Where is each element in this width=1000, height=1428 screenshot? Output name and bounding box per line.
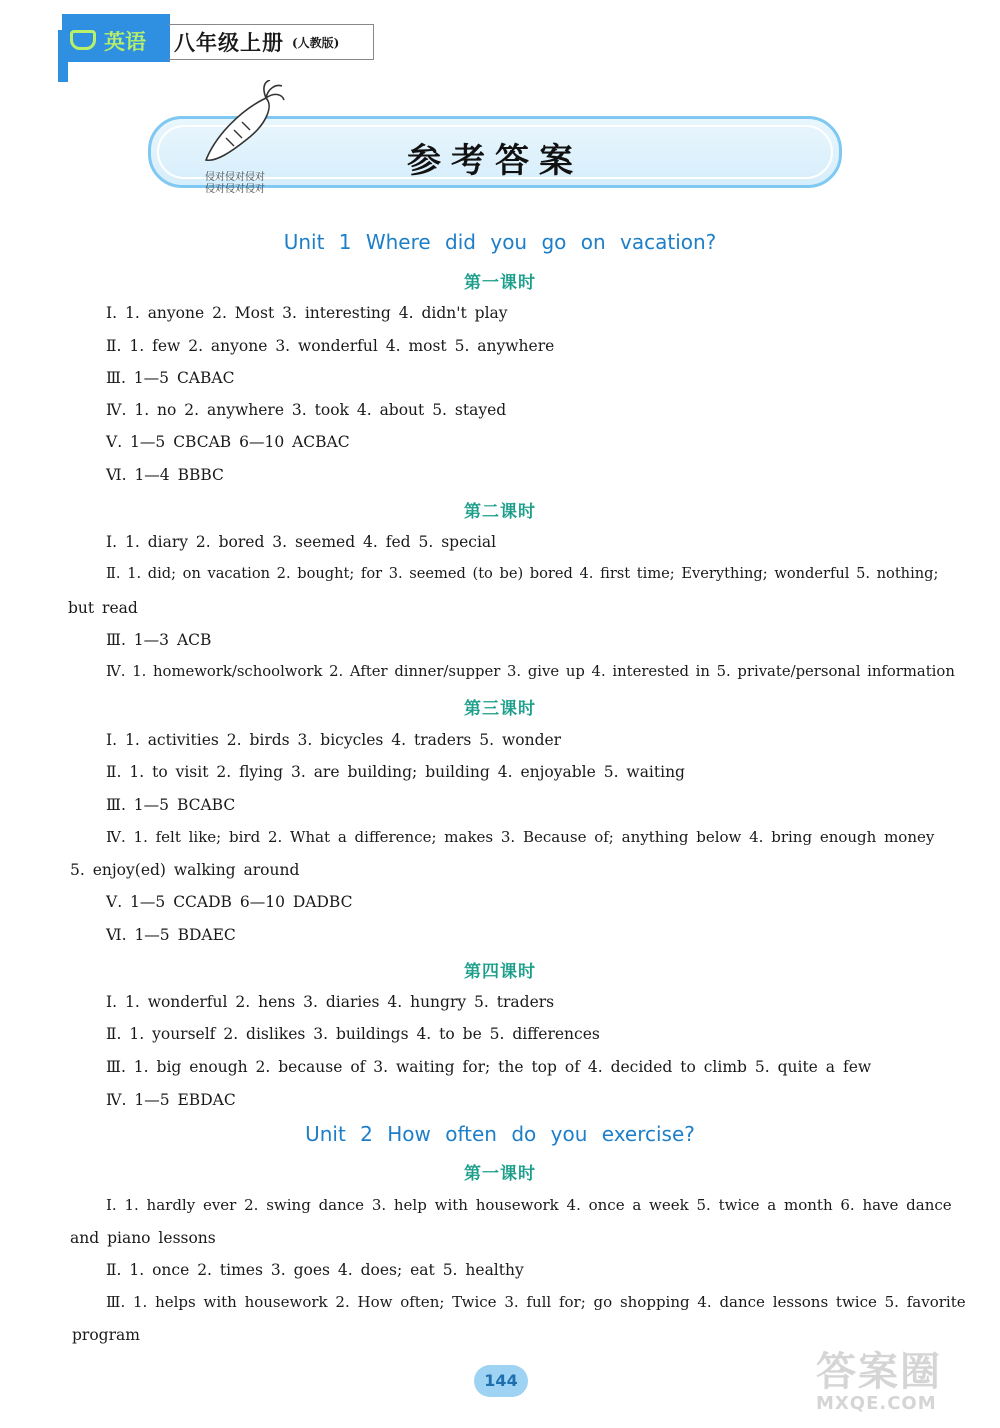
answer-line: Ⅰ. 1. activities 2. birds 3. bicycles 4. traders 5. wonder [106,731,562,749]
answer-line: Ⅱ. 1. yourself 2. dislikes 3. buildings 4. to be 5. differences [106,1025,600,1043]
header-grade-box [168,24,374,60]
header-subject: 英语 [104,30,146,54]
answer-line: Ⅰ. 1. anyone 2. Most 3. interesting 4. didn't play [106,304,508,322]
unit-heading: Unit 2 How often do you exercise? [305,1122,695,1146]
unit-heading: Unit 1 Where did you go on vacation? [283,230,717,254]
lesson-heading: 第三课时 [464,699,536,719]
answer-line: Ⅳ. 1—5 EBDAC [106,1091,236,1109]
doodle-caption-line: 侵对侵对侵对 [205,172,265,183]
header-edition: (人教版) [292,35,340,50]
answer-line: Ⅴ. 1—5 CBCAB 6—10 ACBAC [106,433,350,451]
answer-line: Ⅳ. 1. felt like; bird 2. What a difference; makes 3. Because of; anything below 4. bring enough money [106,828,935,846]
answer-line: Ⅰ. 1. diary 2. bored 3. seemed 4. fed 5. special [106,533,497,551]
answer-line: Ⅳ. 1. homework/schoolwork 2. After dinner/supper 3. give up 4. interested in 5. private/personal information [106,663,955,680]
answer-line: Ⅱ. 1. few 2. anyone 3. wonderful 4. most 5. anywhere [106,337,555,355]
carrot-doodle-icon [196,80,286,170]
doodle-caption [205,172,265,196]
answer-line: Ⅱ. 1. once 2. times 3. goes 4. does; eat 5. healthy [106,1261,524,1279]
page-number: 144 [474,1365,528,1397]
answer-line: but read [68,599,138,617]
answer-line: and piano lessons [70,1229,216,1247]
answer-line: Ⅲ. 1—3 ACB [106,631,212,649]
lesson-heading: 第一课时 [464,273,536,293]
lesson-heading: 第一课时 [464,1164,536,1184]
answer-line: Ⅲ. 1—5 CABAC [106,369,235,387]
answer-line: Ⅲ. 1. helps with housework 2. How often; Twice 3. full for; go shopping 4. dance lessons twice 5. favorite [106,1293,966,1311]
answer-line: 5. enjoy(ed) walking around [70,861,300,879]
doodle-caption-line: 侵对侵对侵对 [205,184,265,195]
answer-line: program [72,1326,140,1344]
lesson-heading: 第四课时 [464,962,536,982]
answer-line: Ⅳ. 1. no 2. anywhere 3. took 4. about 5. stayed [106,401,507,419]
answer-line: Ⅱ. 1. did; on vacation 2. bought; for 3. seemed (to be) bored 4. first time; Everything; wonderful 5. nothing; [106,565,939,582]
answer-line: Ⅲ. 1. big enough 2. because of 3. waiting for; the top of 4. decided to climb 5. quite a few [106,1058,872,1076]
watermark-site: MXQE.COM [816,1393,937,1414]
watermark-glyphs: 答案圈 [816,1349,942,1395]
answer-line: Ⅱ. 1. to visit 2. flying 3. are building; building 4. enjoyable 5. waiting [106,763,685,781]
answer-line: Ⅰ. 1. hardly ever 2. swing dance 3. help with housework 4. once a week 5. twice a month 6. have dance [106,1196,952,1214]
answer-line: Ⅵ. 1—4 BBBC [106,466,224,484]
answer-line: Ⅲ. 1—5 BCABC [106,796,236,814]
lesson-heading: 第二课时 [464,502,536,522]
header-grade: 八年级上册 [174,30,284,55]
answer-line: Ⅵ. 1—5 BDAEC [106,926,236,944]
answer-line: Ⅴ. 1—5 CCADB 6—10 DADBC [106,893,353,911]
watermark [816,1340,986,1420]
book-icon [70,30,96,50]
answer-line: Ⅰ. 1. wonderful 2. hens 3. diaries 4. hungry 5. traders [106,993,555,1011]
page-title: 参考答案 [407,141,583,181]
